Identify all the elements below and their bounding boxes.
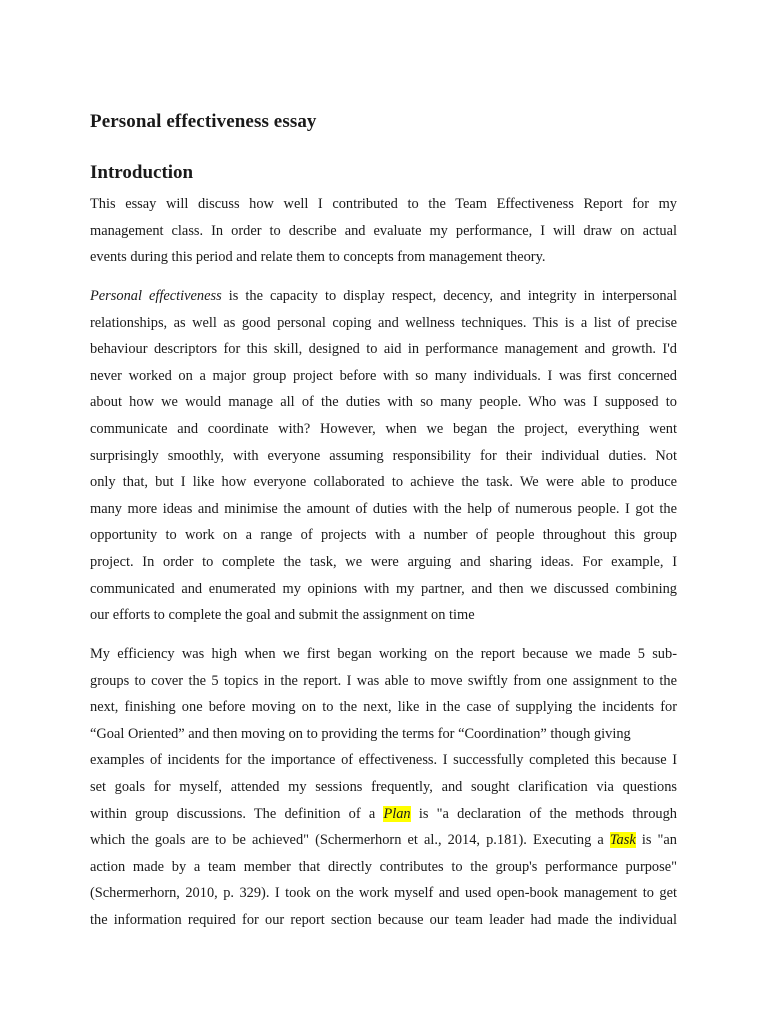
paragraph-line [90, 283, 677, 310]
paragraph-line: relationships, as well as good personal coping and wellness techniques. This is a list of precise [90, 314, 677, 331]
text-run: is "a declaration of the methods through [410, 805, 677, 822]
section-heading-introduction: Introduction [90, 162, 194, 183]
paragraph-line: management class. In order to describe and evaluate my performance, I will draw on actual [90, 222, 677, 239]
text-run: which the goals are to be achieved" (Schermerhorn et al., 2014, p.181). Executing a [90, 832, 610, 849]
paragraph-efficiency [90, 641, 677, 934]
document-title: Personal effectiveness essay [90, 111, 317, 132]
paragraph-line: “Goal Oriented” and then moving on to providing the terms for “Coordination” though giving [90, 725, 631, 742]
paragraph-line [90, 801, 677, 828]
text-run: within group discussions. The definition of a [90, 805, 384, 822]
paragraph-personal-effectiveness [90, 283, 677, 629]
paragraph-line: about how we would manage all of the duties with so many people. Who was I supposed to [90, 394, 677, 411]
text-run: is the capacity to display respect, decency, and integrity in interpersonal [221, 288, 677, 304]
paragraph-line: set goals for myself, attended my sessions frequently, and sought clarification via questions [90, 778, 677, 795]
highlighted-term-plan: Plan [383, 805, 411, 822]
paragraph-line: action made by a team member that directly contributes to the group's performance purpose" [90, 858, 677, 875]
paragraph-line: communicate and coordinate with? However, when we began the project, everything went [90, 420, 677, 437]
paragraph-line: next, finishing one before moving on to the next, like in the case of supplying the incidents for [90, 699, 677, 716]
paragraph-line: never worked on a major group project before with so many individuals. I was first concerned [90, 367, 677, 384]
paragraph-line: (Schermerhorn, 2010, p. 329). I took on the work myself and used open-book management to get [90, 885, 677, 902]
italic-term: Personal effectiveness [90, 288, 222, 304]
paragraph-line: events during this period and relate them to concepts from management theory. [90, 249, 546, 266]
paragraph-line: This essay will discuss how well I contributed to the Team Effectiveness Report for my [90, 196, 677, 212]
paragraph-line: only that, but I like how everyone collaborated to achieve the task. We were able to produce [90, 474, 677, 491]
paragraph-intro [90, 191, 677, 271]
paragraph-line: surprisingly smoothly, with everyone assuming responsibility for their individual duties. Not [90, 447, 677, 464]
paragraph-line: opportunity to work on a range of projects with a number of people throughout this group [90, 527, 677, 544]
paragraph-line: communicated and enumerated my opinions with my partner, and then we discussed combining [90, 580, 677, 597]
paragraph-line: many more ideas and minimise the amount of duties with the help of numerous people. I got the [90, 500, 677, 517]
paragraph-line: My efficiency was high when we first began working on the report because we made 5 sub- [90, 646, 677, 662]
paragraph-line: examples of incidents for the importance of effectiveness. I successfully completed this because I [90, 752, 677, 769]
paragraph-line: behaviour descriptors for this skill, designed to aid in performance management and growth. I'd [90, 341, 677, 358]
text-run: is "an [635, 832, 677, 849]
paragraph-line: project. In order to complete the task, we were arguing and sharing ideas. For example, I [90, 553, 677, 570]
paragraph-line: our efforts to complete the goal and submit the assignment on time [90, 607, 475, 624]
paragraph-line: the information required for our report section because our team leader had made the individual [90, 911, 677, 928]
highlighted-term-task: Task [609, 832, 636, 849]
paragraph-line [90, 827, 677, 854]
paragraph-line: groups to cover the 5 topics in the report. I was able to move swiftly from one assignment to the [90, 672, 677, 689]
